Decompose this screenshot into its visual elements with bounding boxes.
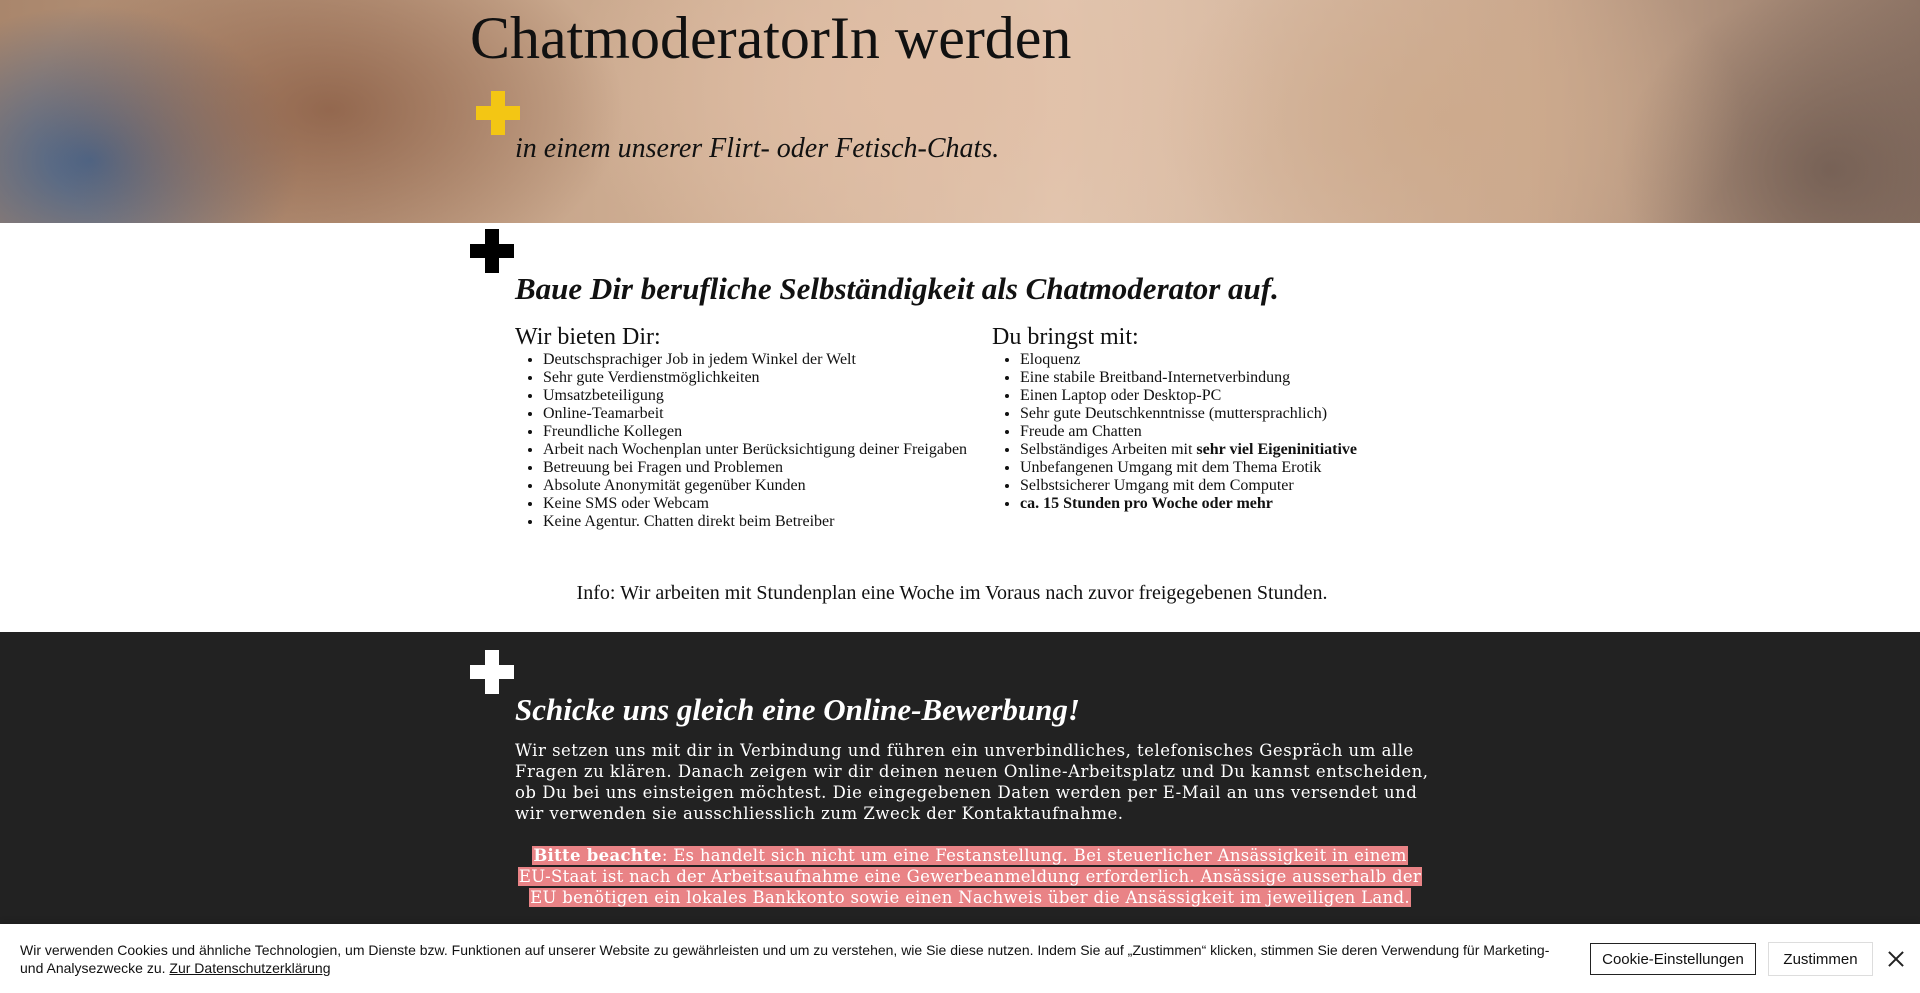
page-title: ChatmoderatorIn werden	[470, 5, 1072, 71]
hero-subtitle: in einem unserer Flirt- oder Fetisch-Chats.	[515, 133, 1000, 164]
notice	[515, 845, 1425, 908]
application-heading: Schicke uns gleich eine Online-Bewerbung!	[515, 692, 1080, 727]
plus-icon	[470, 229, 514, 273]
list-item: • Einen Laptop oder Desktop-PC	[1020, 387, 1357, 405]
list-item: • Selbstsicherer Umgang mit dem Computer	[1020, 477, 1357, 495]
requirements-column	[992, 323, 1357, 513]
offer-section	[0, 223, 1920, 632]
list-item: • Betreuung bei Fragen und Problemen	[543, 459, 967, 477]
cookie-banner	[0, 924, 1920, 993]
notice-label: Bitte beachte	[533, 846, 662, 865]
benefits-list	[515, 351, 967, 531]
list-item-emphasis: ca. 15 Stunden pro Woche oder mehr	[1020, 495, 1273, 512]
notice-highlight	[518, 846, 1422, 907]
list-item: • Eloquenz	[1020, 351, 1357, 369]
list-item-emphasis: sehr viel Eigeninitiative	[1196, 441, 1358, 458]
list-item-text: Selbständiges Arbeiten mit	[1020, 441, 1197, 458]
list-item	[1020, 495, 1357, 513]
hero-banner	[0, 0, 1920, 223]
list-item: • Eine stabile Breitband-Internetverbindung	[1020, 369, 1357, 387]
cookie-message: Wir verwenden Cookies und ähnliche Technologien, um Dienste bzw. Funktionen auf unserer Website zu gewährleisten und um zu verstehen, wie Sie diese nutzen. Indem Sie auf „Zustimmen“ klicken, stimmen Sie deren Verwendung für Marketing- und Analysezwecke zu.	[20, 942, 1550, 976]
cookie-text	[20, 941, 1570, 977]
list-item: • Deutschsprachiger Job in jedem Winkel der Welt	[543, 351, 967, 369]
list-item: • Absolute Anonymität gegenüber Kunden	[543, 477, 967, 495]
list-item: • Arbeit nach Wochenplan unter Berücksichtigung deiner Freigaben	[543, 441, 967, 459]
cookie-settings-button[interactable]: Cookie-Einstellungen	[1590, 943, 1756, 975]
requirements-title: Du bringst mit:	[992, 324, 1139, 350]
close-icon[interactable]	[1887, 950, 1905, 968]
list-item: • Freude am Chatten	[1020, 423, 1357, 441]
list-item: • Umsatzbeteiligung	[543, 387, 967, 405]
list-item: • Keine SMS oder Webcam	[543, 495, 967, 513]
plus-icon	[476, 91, 520, 135]
offer-heading: Baue Dir berufliche Selbständigkeit als Chatmoderator auf.	[515, 271, 1279, 306]
schedule-info	[0, 582, 1920, 605]
accept-button[interactable]: Zustimmen	[1769, 943, 1872, 975]
notice-text: : Es handelt sich nicht um eine Festanstellung. Bei steuerlicher Ansässigkeit in einem EU-Staat ist nach der Arbeitsaufnahme eine Gewerbeanmeldung erforderlich. Ansässige ausserhalb der EU benötigen ein lokales Bankkonto sowie einen Nachweis über die Ansässigkeit im jeweiligen Land.	[518, 846, 1422, 907]
list-item: • Online-Teamarbeit	[543, 405, 967, 423]
list-item: • Sehr gute Deutschkenntnisse (muttersprachlich)	[1020, 405, 1357, 423]
benefits-column	[515, 323, 967, 531]
list-item: • Keine Agentur. Chatten direkt beim Betreiber	[543, 513, 967, 531]
privacy-policy-link[interactable]: Zur Datenschutzerklärung	[169, 960, 331, 976]
list-item	[1020, 441, 1357, 459]
list-item: • Unbefangenen Umgang mit dem Thema Erotik	[1020, 459, 1357, 477]
list-item: • Freundliche Kollegen	[543, 423, 967, 441]
list-item: • Sehr gute Verdienstmöglichkeiten	[543, 369, 967, 387]
application-text: Wir setzen uns mit dir in Verbindung und führen ein unverbindliches, telefonisches Gespräch um alle Fragen zu klären. Danach zeigen wir dir deinen neuen Online-Arbeitsplatz und Du kannst entscheiden, ob Du bei uns einsteigen möchtest. Die eingegebenen Daten werden per E-Mail an uns versendet und wir verwenden sie ausschliesslich zum Zweck der Kontaktaufnahme.	[515, 741, 1429, 823]
plus-icon	[470, 650, 514, 694]
requirements-list	[992, 351, 1357, 513]
benefits-title: Wir bieten Dir:	[515, 324, 661, 350]
schedule-info-text: Info: Wir arbeiten mit Stundenplan eine Woche im Voraus nach zuvor freigegebenen Stunden.	[576, 582, 1328, 604]
